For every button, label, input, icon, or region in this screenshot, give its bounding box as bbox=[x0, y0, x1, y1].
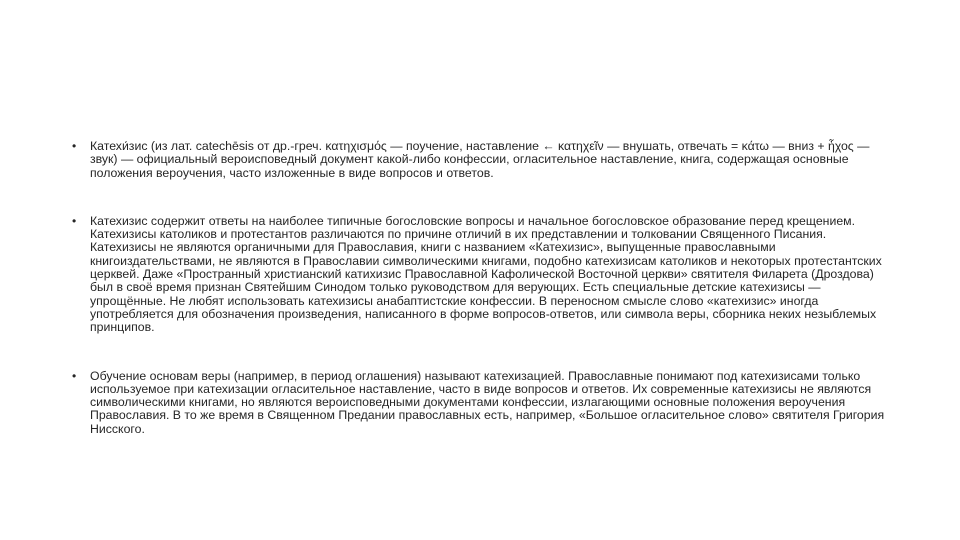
bullet-list bbox=[72, 140, 888, 436]
bullet-item-definition bbox=[72, 140, 888, 180]
paragraph-content: Катехизис содержит ответы на наиболее типичные богословские вопросы и начальное богословское образование перед крещением. Катехизисы католиков и протестантов различаются по причине отличий в их представлении и толковании Священного Писания. Катехизисы не являются органичными для Православия, книги с названием «Катехизис», выпущенные православными книгоиздательствами, не являются в Православии символическими книгами, подобно катехизисам католиков и некоторых протестантских церквей. Даже «Пространный христианский катихизис Православной Кафолической Восточной церкви» святителя Филарета (Дроздова) был в своё время признан Святейшим Синодом только руководством для верующих. Есть специальные детские катехизисы — упрощённые. Не любят использовать катехизисы анабаптистские конфессии. В переносном смысле слово «катехизис» иногда употребляется для обозначения произведения, написанного в форме вопросов-ответов, или символа веры, сборника неких незыблемых принципов. bbox=[90, 213, 882, 335]
bullet-marker: • bbox=[72, 213, 77, 228]
bullet-item-content bbox=[72, 215, 888, 335]
paragraph-definition: Катехи́зис (из лат. catechēsis от др.-греч. κατηχισμός — поучение, наставление ← κατηχεῖν — внушать, отвечать = κάτω — вниз + ἦχος — звук) — официальный вероисповедный документ какой-либо конфессии, огласительное наставление, книга, содержащая основные положения вероучения, часто изложенные в виде вопросов и ответов. bbox=[90, 139, 870, 180]
bullet-item-catechization bbox=[72, 370, 888, 436]
paragraph-catechization: Обучение основам веры (например, в период оглашения) называют катехизацией. Православные понимают под катехизисами только используемое при катехизации огласительное наставление, часто в виде вопросов и ответов. Их современные катехизисы не являются символическими книгами, но являются вероисповедными документами конфессии, излагающими основные положения вероучения Православия. В то же время в Священном Предании православных есть, например, «Большое огласительное слово» святителя Григория Нисского. bbox=[90, 368, 885, 436]
bullet-marker: • bbox=[72, 139, 77, 153]
bullet-marker: • bbox=[72, 368, 77, 383]
